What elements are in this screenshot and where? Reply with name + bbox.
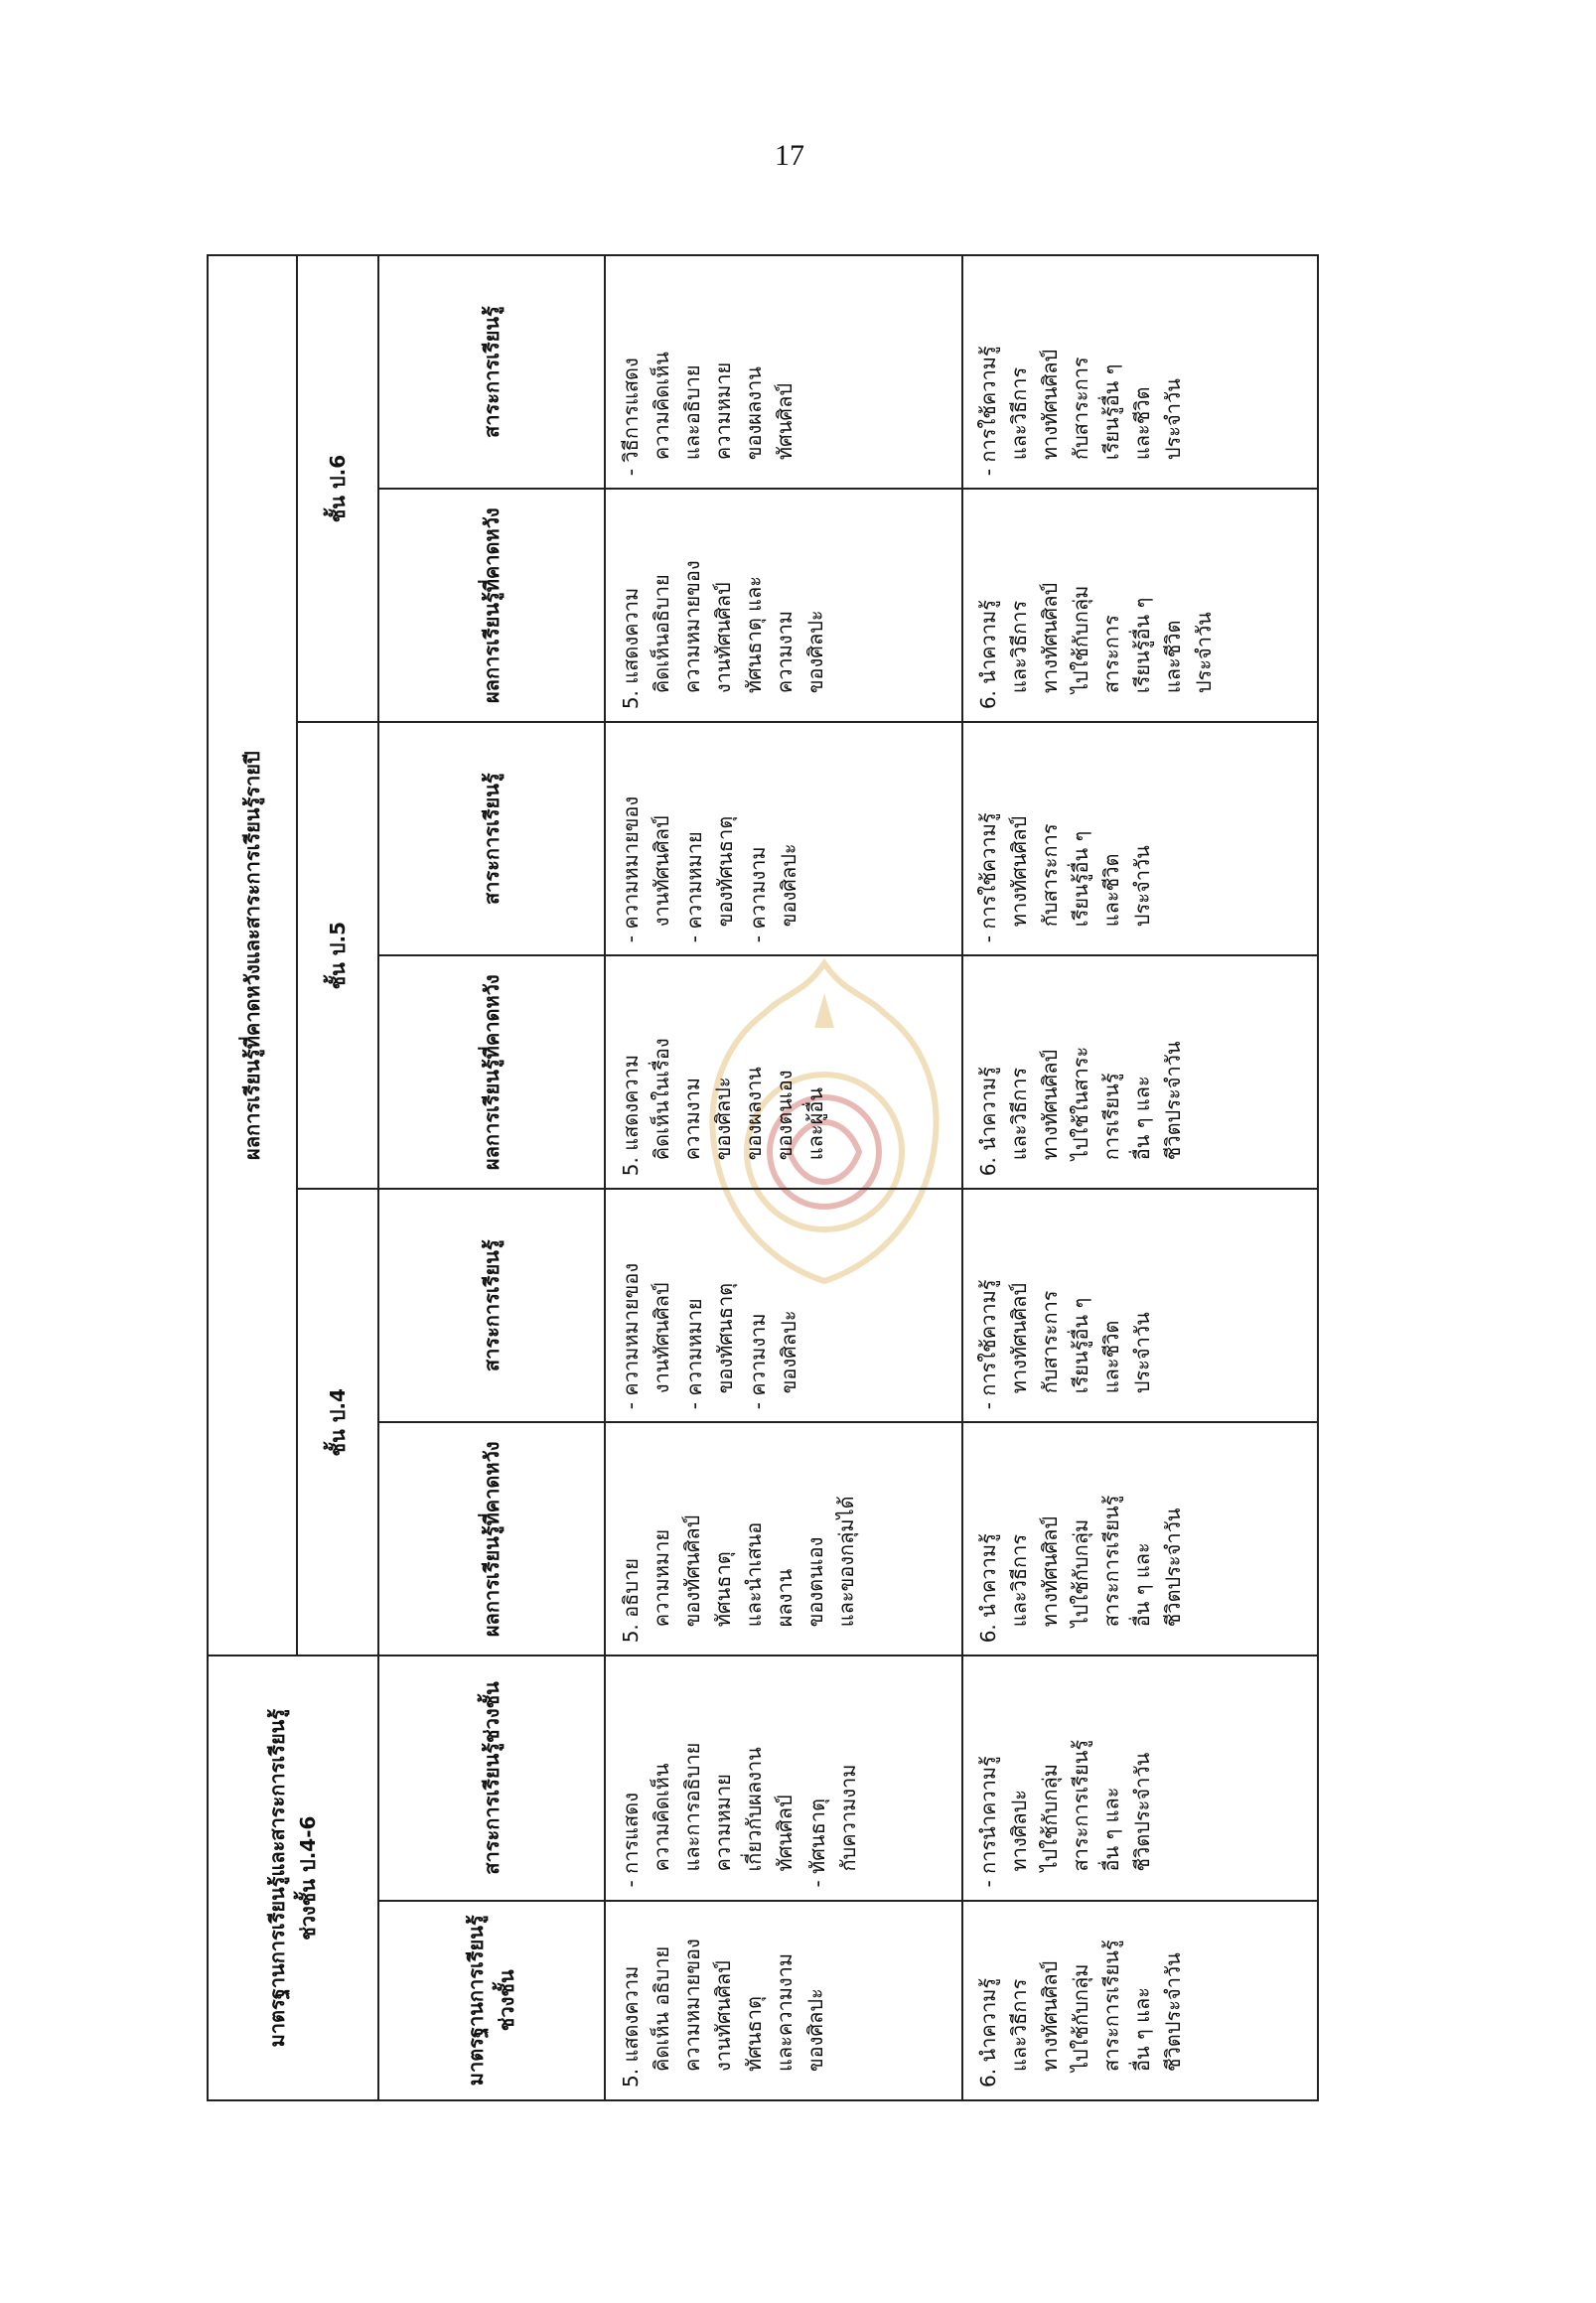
cell-text-line: ความหมาย (711, 1774, 736, 1872)
cell-standard (605, 1901, 962, 2100)
cell-text-line: และชีวิต (1099, 1320, 1124, 1394)
cell-text-line: สาระการเรียนรู้ (1099, 1940, 1124, 2072)
cell-text-line: ความหมาย (650, 1528, 674, 1628)
bullet-item (973, 1202, 1158, 1409)
cell-text-line: ไปใช้กับกลุ่ม (1069, 585, 1093, 694)
cell-text-line: - ความหมาย (679, 1202, 710, 1409)
cell-text-line: - ความหมาย (679, 735, 710, 942)
cell-text-line: - ความหมายของ (616, 1202, 647, 1409)
cell-text-line: และของกลุ่มได้ (834, 1496, 859, 1628)
cell-text-line: งานทัศนศิลป์ (711, 1960, 736, 2072)
cell-text-line: ทางทัศนศิลป์ (1038, 1960, 1063, 2072)
grade-p6-header: ชั้น ป.6 (297, 255, 378, 722)
cell-text-line: งานทัศนศิลป์ (650, 1282, 674, 1394)
cell-p5-expected (962, 955, 1318, 1189)
bullet-item (802, 1668, 864, 1887)
cell-text-line: 5. แสดงความ (619, 1965, 644, 2087)
bullet-item (743, 735, 804, 942)
cell-text-line: - ทัศนธาตุ (802, 1668, 833, 1887)
cell-text-line: กับความงาม (836, 1764, 861, 1872)
bullet-item (616, 1668, 800, 1887)
cell-text-line: อื่น ๆ และ (1130, 1986, 1155, 2072)
cell-text-line: ผลงาน (773, 1568, 798, 1628)
cell-text-line: ไปใช้กับกลุ่ม (1069, 1518, 1093, 1628)
cell-text-line: กับสาระการ (1038, 823, 1063, 928)
col-standard-header: มาตรฐานการเรียนรู้ช่วงชั้น (378, 1901, 605, 2100)
cell-text-line: เรียนรู้อื่น ๆ (1099, 363, 1124, 461)
cell-text-line: ชีวิตประจำวัน (1161, 1508, 1186, 1628)
cell-text-line: ทางทัศนศิลป์ (1007, 815, 1032, 928)
cell-text-line: ไปใช้กับกลุ่ม (1069, 1963, 1093, 2072)
cell-text-line: ความคิดเห็น (650, 1763, 674, 1872)
cell-text-line: 6. นำความรู้ (976, 600, 1001, 710)
cell-p6-expected (962, 489, 1318, 722)
col-p6-content-header: สาระการเรียนรู้ (378, 255, 605, 489)
cell-text-line: ความงาม (773, 610, 798, 694)
cell-text-line: งานทัศนศิลป์ (711, 582, 736, 694)
cell-text-line: กับสาระการ (1038, 1290, 1063, 1394)
cell-text-line: 6. นำความรู้ (976, 1977, 1001, 2087)
cell-text-line: ทัศนศิลป์ (773, 382, 798, 461)
cell-text-line: ทางทัศนศิลป์ (1007, 1282, 1032, 1394)
cell-text-line: - การใช้ความรู้ (973, 735, 1004, 942)
cell-text-line: ของตนเอง (803, 1536, 828, 1628)
cell-text-line: และนำเสนอ (742, 1521, 767, 1628)
cell-text-line: และวิธีการ (1007, 366, 1032, 461)
cell-text-line: และชีวิต (1130, 386, 1155, 461)
cell-p4-content (605, 1189, 962, 1422)
cell-text-line: 6. นำความรู้ (976, 1533, 1001, 1644)
cell-text-line: - การใช้ความรู้ (973, 1202, 1004, 1409)
bullet-item (743, 1202, 804, 1409)
cell-text-line: ความหมาย (711, 361, 736, 461)
cell-text-line: และผู้อื่น (803, 1086, 828, 1161)
cell-text-line: - ความหมายของ (616, 735, 647, 942)
cell-text-line: สาระการ (1099, 615, 1124, 694)
cell-text-line: อื่น ๆ และ (1099, 1787, 1124, 1872)
cell-text-line: ประจำวัน (1130, 845, 1155, 928)
cell-text-line: ไปใช้กับกลุ่ม (1038, 1764, 1063, 1872)
cell-text-line: ของผลงาน (742, 1067, 767, 1161)
cell-p6-expected (605, 489, 962, 722)
left-group-header (208, 1655, 378, 2100)
cell-text-line: ทางทัศนศิลป์ (1038, 582, 1063, 694)
cell-text-line: ทางทัศนศิลป์ (1038, 1515, 1063, 1628)
bullet-item (679, 735, 741, 942)
cell-text-line: ทัศนธาตุ (711, 1551, 736, 1628)
cell-p5-expected (605, 955, 962, 1189)
cell-text-line: และชีวิต (1161, 620, 1186, 694)
grade-p5-header: ชั้น ป.5 (297, 722, 378, 1189)
cell-text-line: ของทัศนศิลป์ (680, 1514, 705, 1628)
right-group-header: ผลการเรียนรู้ที่คาดหวังและสาระการเรียนรู้รายปี (208, 255, 297, 1655)
cell-text-line: ทัศนธาตุ (742, 1996, 767, 2072)
cell-text-line: ของศิลปะ (803, 1988, 828, 2072)
cell-text-line: 5. อธิบาย (619, 1557, 644, 1644)
cell-text-line: 6. นำความรู้ (976, 1067, 1001, 1177)
cell-text-line: การเรียนรู้ (1099, 1073, 1124, 1161)
cell-text-line: และวิธีการ (1007, 1067, 1032, 1161)
col-p4-content-header: สาระการเรียนรู้ (378, 1189, 605, 1422)
cell-standard (962, 1901, 1318, 2100)
cell-text-line: ของตนเอง (773, 1070, 798, 1161)
cell-text-line: 5. แสดงความ (619, 1054, 644, 1177)
grade-p4-header: ชั้น ป.4 (297, 1189, 378, 1655)
cell-range-content (962, 1655, 1318, 1900)
cell-text-line: และวิธีการ (1007, 1533, 1032, 1628)
cell-text-line: ของทัศนธาตุ (713, 815, 738, 928)
cell-p5-content (605, 722, 962, 955)
bullet-item (616, 735, 677, 942)
cell-text-line: ประจำวัน (1130, 1312, 1155, 1394)
cell-text-line: และความงาม (773, 1952, 798, 2072)
bullet-item (679, 1202, 741, 1409)
cell-p6-content (605, 255, 962, 489)
cell-text-line: - การแสดง (616, 1668, 647, 1887)
cell-text-line: - ความงาม (743, 735, 774, 942)
cell-text-line: ประจำวัน (1161, 378, 1186, 461)
cell-p6-content (962, 255, 1318, 489)
col-p6-expected-header: ผลการเรียนรู้ที่คาดหวัง (378, 489, 605, 722)
col-range-content-header: สาระการเรียนรู้ช่วงชั้น (378, 1655, 605, 1900)
cell-range-content (605, 1655, 962, 1900)
left-group-title-1: มาตรฐานการเรียนรู้และสาระการเรียนรู้ (265, 1708, 290, 2048)
col-p4-expected-header: ผลการเรียนรู้ที่คาดหวัง (378, 1422, 605, 1655)
cell-text-line: ของทัศนธาตุ (713, 1282, 738, 1394)
cell-text-line: ชีวิตประจำวัน (1161, 1952, 1186, 2072)
cell-p4-content (962, 1189, 1318, 1422)
cell-text-line: เรียนรู้อื่น ๆ (1130, 597, 1155, 694)
cell-text-line: ชีวิตประจำวัน (1161, 1041, 1186, 1161)
table-row (605, 255, 962, 2100)
cell-text-line: - ความงาม (743, 1202, 774, 1409)
cell-text-line: ความงาม (680, 1078, 705, 1161)
cell-text-line: ชีวิตประจำวัน (1130, 1752, 1155, 1872)
cell-text-line: ของศิลปะ (777, 843, 801, 928)
cell-text-line: - วิธีการแสดง (616, 268, 647, 476)
cell-text-line: เรียนรู้อื่น ๆ (1069, 1297, 1093, 1394)
col-p5-content-header: สาระการเรียนรู้ (378, 722, 605, 955)
cell-text-line: และวิธีการ (1007, 1978, 1032, 2072)
table-body (605, 255, 1318, 2100)
cell-text-line: ของผลงาน (742, 366, 767, 461)
cell-text-line: ความหมายของ (680, 560, 705, 694)
cell-text-line: ประจำวัน (1192, 612, 1217, 694)
table-row (962, 255, 1318, 2100)
cell-p5-content (962, 722, 1318, 955)
col-p5-expected-header: ผลการเรียนรู้ที่คาดหวัง (378, 955, 605, 1189)
cell-text-line: สาระการเรียนรู้ (1099, 1495, 1124, 1628)
bullet-item (616, 1202, 677, 1409)
cell-text-line: ทัศนธาตุ และ (742, 575, 767, 694)
cell-text-line: อื่น ๆ และ (1130, 1542, 1155, 1628)
cell-text-line: และอธิบาย (680, 364, 705, 461)
cell-text-line: กับสาระการ (1069, 357, 1093, 461)
cell-text-line: คิดเห็นอธิบาย (650, 574, 674, 694)
cell-p4-expected (962, 1422, 1318, 1655)
cell-text-line: และการอธิบาย (680, 1742, 705, 1872)
cell-text-line: ความหมายของ (680, 1939, 705, 2072)
cell-text-line: ของศิลปะ (777, 1310, 801, 1394)
bullet-item (973, 735, 1158, 942)
bullet-item (973, 268, 1189, 476)
standards-table (207, 254, 1319, 2101)
cell-text-line: 5. แสดงความ (619, 587, 644, 710)
bullet-item (616, 268, 800, 476)
cell-text-line: ทางทัศนศิลป์ (1038, 349, 1063, 461)
cell-text-line: - การนำความรู้ (973, 1668, 1004, 1887)
cell-p4-expected (605, 1422, 962, 1655)
cell-text-line: ทางศิลปะ (1007, 1789, 1032, 1872)
cell-text-line: เรียนรู้อื่น ๆ (1069, 830, 1093, 928)
cell-text-line: ทัศนศิลป์ (773, 1795, 798, 1872)
cell-text-line: เกี่ยวกับผลงาน (742, 1747, 767, 1872)
cell-text-line: สาระการเรียนรู้ (1069, 1739, 1093, 1872)
cell-text-line: และวิธีการ (1007, 600, 1032, 694)
cell-text-line: และชีวิต (1099, 853, 1124, 928)
cell-text-line: ความคิดเห็น (650, 352, 674, 461)
cell-text-line: อื่น ๆ และ (1130, 1076, 1155, 1161)
cell-text-line: คิดเห็นในเรื่อง (650, 1038, 674, 1161)
bullet-item (973, 1668, 1158, 1887)
cell-text-line: - การใช้ความรู้ (973, 268, 1004, 476)
cell-text-line: ทางทัศนศิลป์ (1038, 1049, 1063, 1161)
cell-text-line: คิดเห็น อธิบาย (650, 1945, 674, 2072)
left-group-title-2: ช่วงชั้น ป.4-6 (296, 1815, 321, 1941)
cell-text-line: งานทัศนศิลป์ (650, 815, 674, 928)
page-number: 17 (775, 139, 804, 172)
cell-text-line: ของศิลปะ (711, 1077, 736, 1161)
cell-text-line: ของศิลปะ (803, 610, 828, 694)
cell-text-line: ไปใช้ในสาระ (1069, 1046, 1093, 1161)
